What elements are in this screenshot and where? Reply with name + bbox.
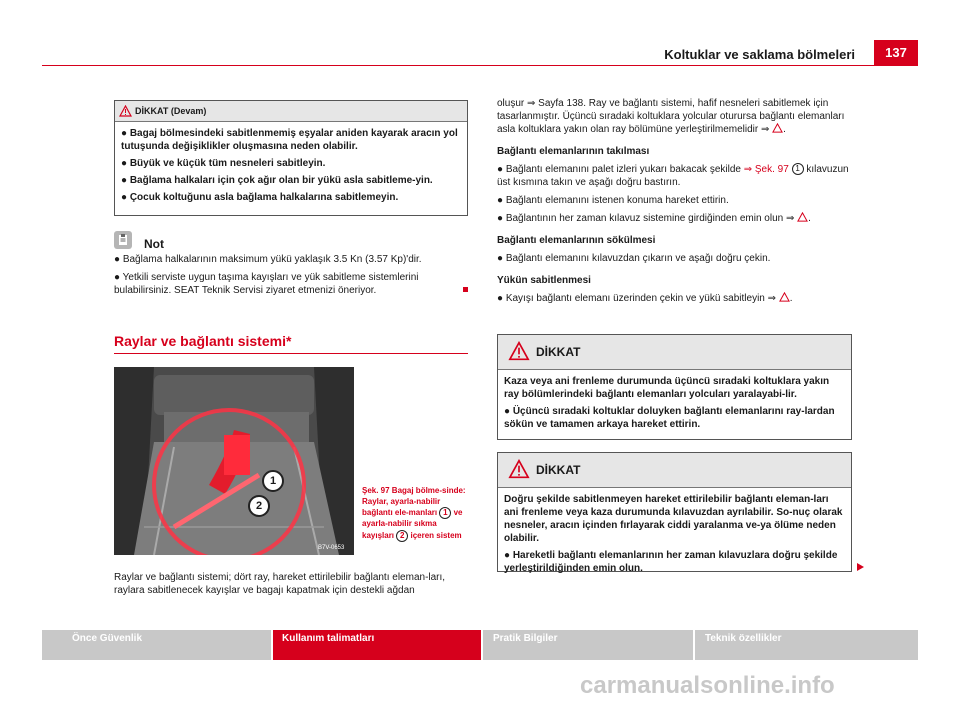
warning-box-3-title: DİKKAT [536,463,581,477]
figure-trunk-rail-system [114,367,354,555]
warning-item: ● Üçüncü sıradaki koltuklar doluyken bağlantı elemanlarını ray-lardan sökün ve tamamen arkaya hareket ettirin. [504,406,835,430]
callout-1-ref-icon: 1 [792,163,804,175]
warning-triangle-icon [508,341,530,361]
callout-2-ref-icon: 2 [396,530,408,542]
figure-caption-c: içeren sistem [410,530,462,540]
warning-box-2-title: DİKKAT [536,345,581,359]
warning-box-header [115,101,467,122]
end-marker [463,287,468,292]
figure-caption-a: Şek. 97 Bagaj bölme-sinde: Raylar, ayarla-nabilir bağlantı ele-manları [362,486,466,518]
warning-ref-icon [772,123,783,133]
figure-caption-b: ve ayarla-nabilir sıkma kayışları [362,508,463,540]
page-number: 137 [874,40,918,65]
warning-item: Doğru şekilde sabitlenmeyen hareket ettirilebilir bağlantı eleman-ları ani frenleme veya kaza durumunda kılavuzdan ayrılabilir. So-nuç olarak nesneler, aracın içinden fırlayarak ciddi yaralanma ve-ya ölüme neden olabilir. [504,494,843,544]
warning-box-3-header [498,453,851,488]
warning-ref-icon [779,292,790,302]
warning-box-2 [497,334,852,440]
heading-removal: Bağlantı elemanlarının sökülmesi [497,235,656,246]
watermark: carmanualsonline.info [580,672,835,699]
warning-box-title: DİKKAT (Devam) [135,106,207,116]
callout-1-ref-icon: 1 [439,507,451,519]
warning-triangle-icon [508,459,530,479]
warning-box-2-header [498,335,851,370]
step-install-1-cont: kılavuzun üst kısmına takın ve aşağı doğru bastırın. [497,164,849,188]
warning-ref-icon [797,212,808,222]
warning-item: ● Hareketli bağlantı elemanlarının her zaman kılavuzlara doğru şekilde yerleştirildiğinden emin olun. [504,550,838,574]
left-paragraph: Raylar ve bağlantı sistemi; dört ray, hareket ettirilebilir bağlantı eleman-ları, raylara sabitlenecek kayışlar ve bagajı kapatmak için destekli ağdan [114,572,446,596]
section-title: Raylar ve bağlantı sistemi* [114,333,292,349]
warning-item: ● Çocuk koltuğunu asla bağlama halkalarına sabitlemeyin. [121,192,399,203]
warning-box-2-body [498,370,851,440]
intro-text: oluşur ⇒ Sayfa 138. Ray ve bağlantı sistemi, hafif nesneleri sabitlemek için tasarlanmıştır. Üçüncü sıradaki koltuklara yolcular oturursa bağlantı elemanları asla koltuklara yakın olan ray bölümüne yerleştirilmemelidir ⇒ [497,98,845,135]
footer-tab-practical[interactable]: Pratik Bilgiler [483,630,693,660]
note-heading: Not [144,237,164,251]
intro-paragraph: oluşur ⇒ Sayfa 138. Ray ve bağlantı sistemi, hafif nesneleri sabitlemek için tasarlanmıştır. Üçüncü sıradaki koltuklara yolcular oturursa bağlantı elemanları asla koltuklara yakın olan ray bölümüne yerleştirilmemelidir ⇒ . [497,98,845,135]
footer-tab-safety[interactable]: Önce Güvenlik [42,630,271,660]
step-install-1 [497,163,852,189]
warning-box-3 [497,452,852,572]
section-rule [114,353,468,354]
header-rule [42,65,918,66]
note-item: ● Bağlama halkalarının maksimum yükü yaklaşık 3.5 Kn (3.57 Kp)'dir. [114,254,422,265]
figure-callout-1: 1 [262,470,284,492]
chapter-title: Koltuklar ve saklama bölmeleri [664,47,855,62]
note-item: ● Yetkili serviste uygun taşıma kayışları ve yük sabitleme sistemlerini bulabilirsiniz. SEAT Teknik Servisi ziyaret etmenizi öneriyor. [114,272,419,296]
warning-item: ● Büyük ve küçük tüm nesneleri sabitleyin. [121,158,326,169]
step-install-2: ● Bağlantı elemanını istenen konuma hareket ettirin. [497,195,729,206]
warning-box-continued [114,100,468,216]
warning-triangle-icon [119,105,132,117]
warning-item: ● Bağlama halkaları için çok ağır olan bir yükü asla sabitleme-yin. [121,175,433,186]
step-secure-1: ● Kayışı bağlantı elemanı üzerinden çekin ve yükü sabitleyin ⇒ . [497,293,793,304]
right-column [497,97,852,310]
note-icon [114,231,132,249]
warning-box-body [115,122,467,213]
step-install-1-text: ● Bağlantı elemanını palet izleri yukarı bakacak şekilde [497,164,741,175]
step-remove-1: ● Bağlantı elemanını kılavuzdan çıkarın ve aşağı doğru çekin. [497,253,771,264]
continue-arrow-icon [857,563,864,571]
warning-item: Kaza veya ani frenleme durumunda üçüncü sıradaki koltuklara yakın ray bölümlerindeki bağlantı elemanları yolcuları yaralayabi-lir. [504,376,830,400]
note-body [114,253,469,302]
footer-tab-technical[interactable]: Teknik özellikler [695,630,918,660]
heading-installation: Bağlantı elemanlarının takılması [497,146,650,157]
figure-code: B7V-0653 [318,545,345,551]
step-secure-1-text: ● Kayışı bağlantı elemanı üzerinden çekin ve yükü sabitleyin ⇒ [497,293,777,304]
figure-callout-2: 2 [248,495,270,517]
figure-link[interactable]: ⇒ Şek. 97 [743,164,789,175]
footer-tab-operation[interactable]: Kullanım talimatları [273,630,481,660]
warning-item: ● Bagaj bölmesindeki sabitlenmemiş eşyalar aniden kayarak aracın yol tutuşunda değişiklikler oluşmasına neden olabilir. [121,128,458,152]
figure-caption [362,486,466,542]
step-install-3: ● Bağlantının her zaman kılavuz sistemine girdiğinden emin olun ⇒ . [497,213,811,224]
heading-securing: Yükün sabitlenmesi [497,275,591,286]
step-install-3-text: ● Bağlantının her zaman kılavuz sistemine girdiğinden emin olun ⇒ [497,213,795,224]
warning-box-3-body [498,488,851,584]
